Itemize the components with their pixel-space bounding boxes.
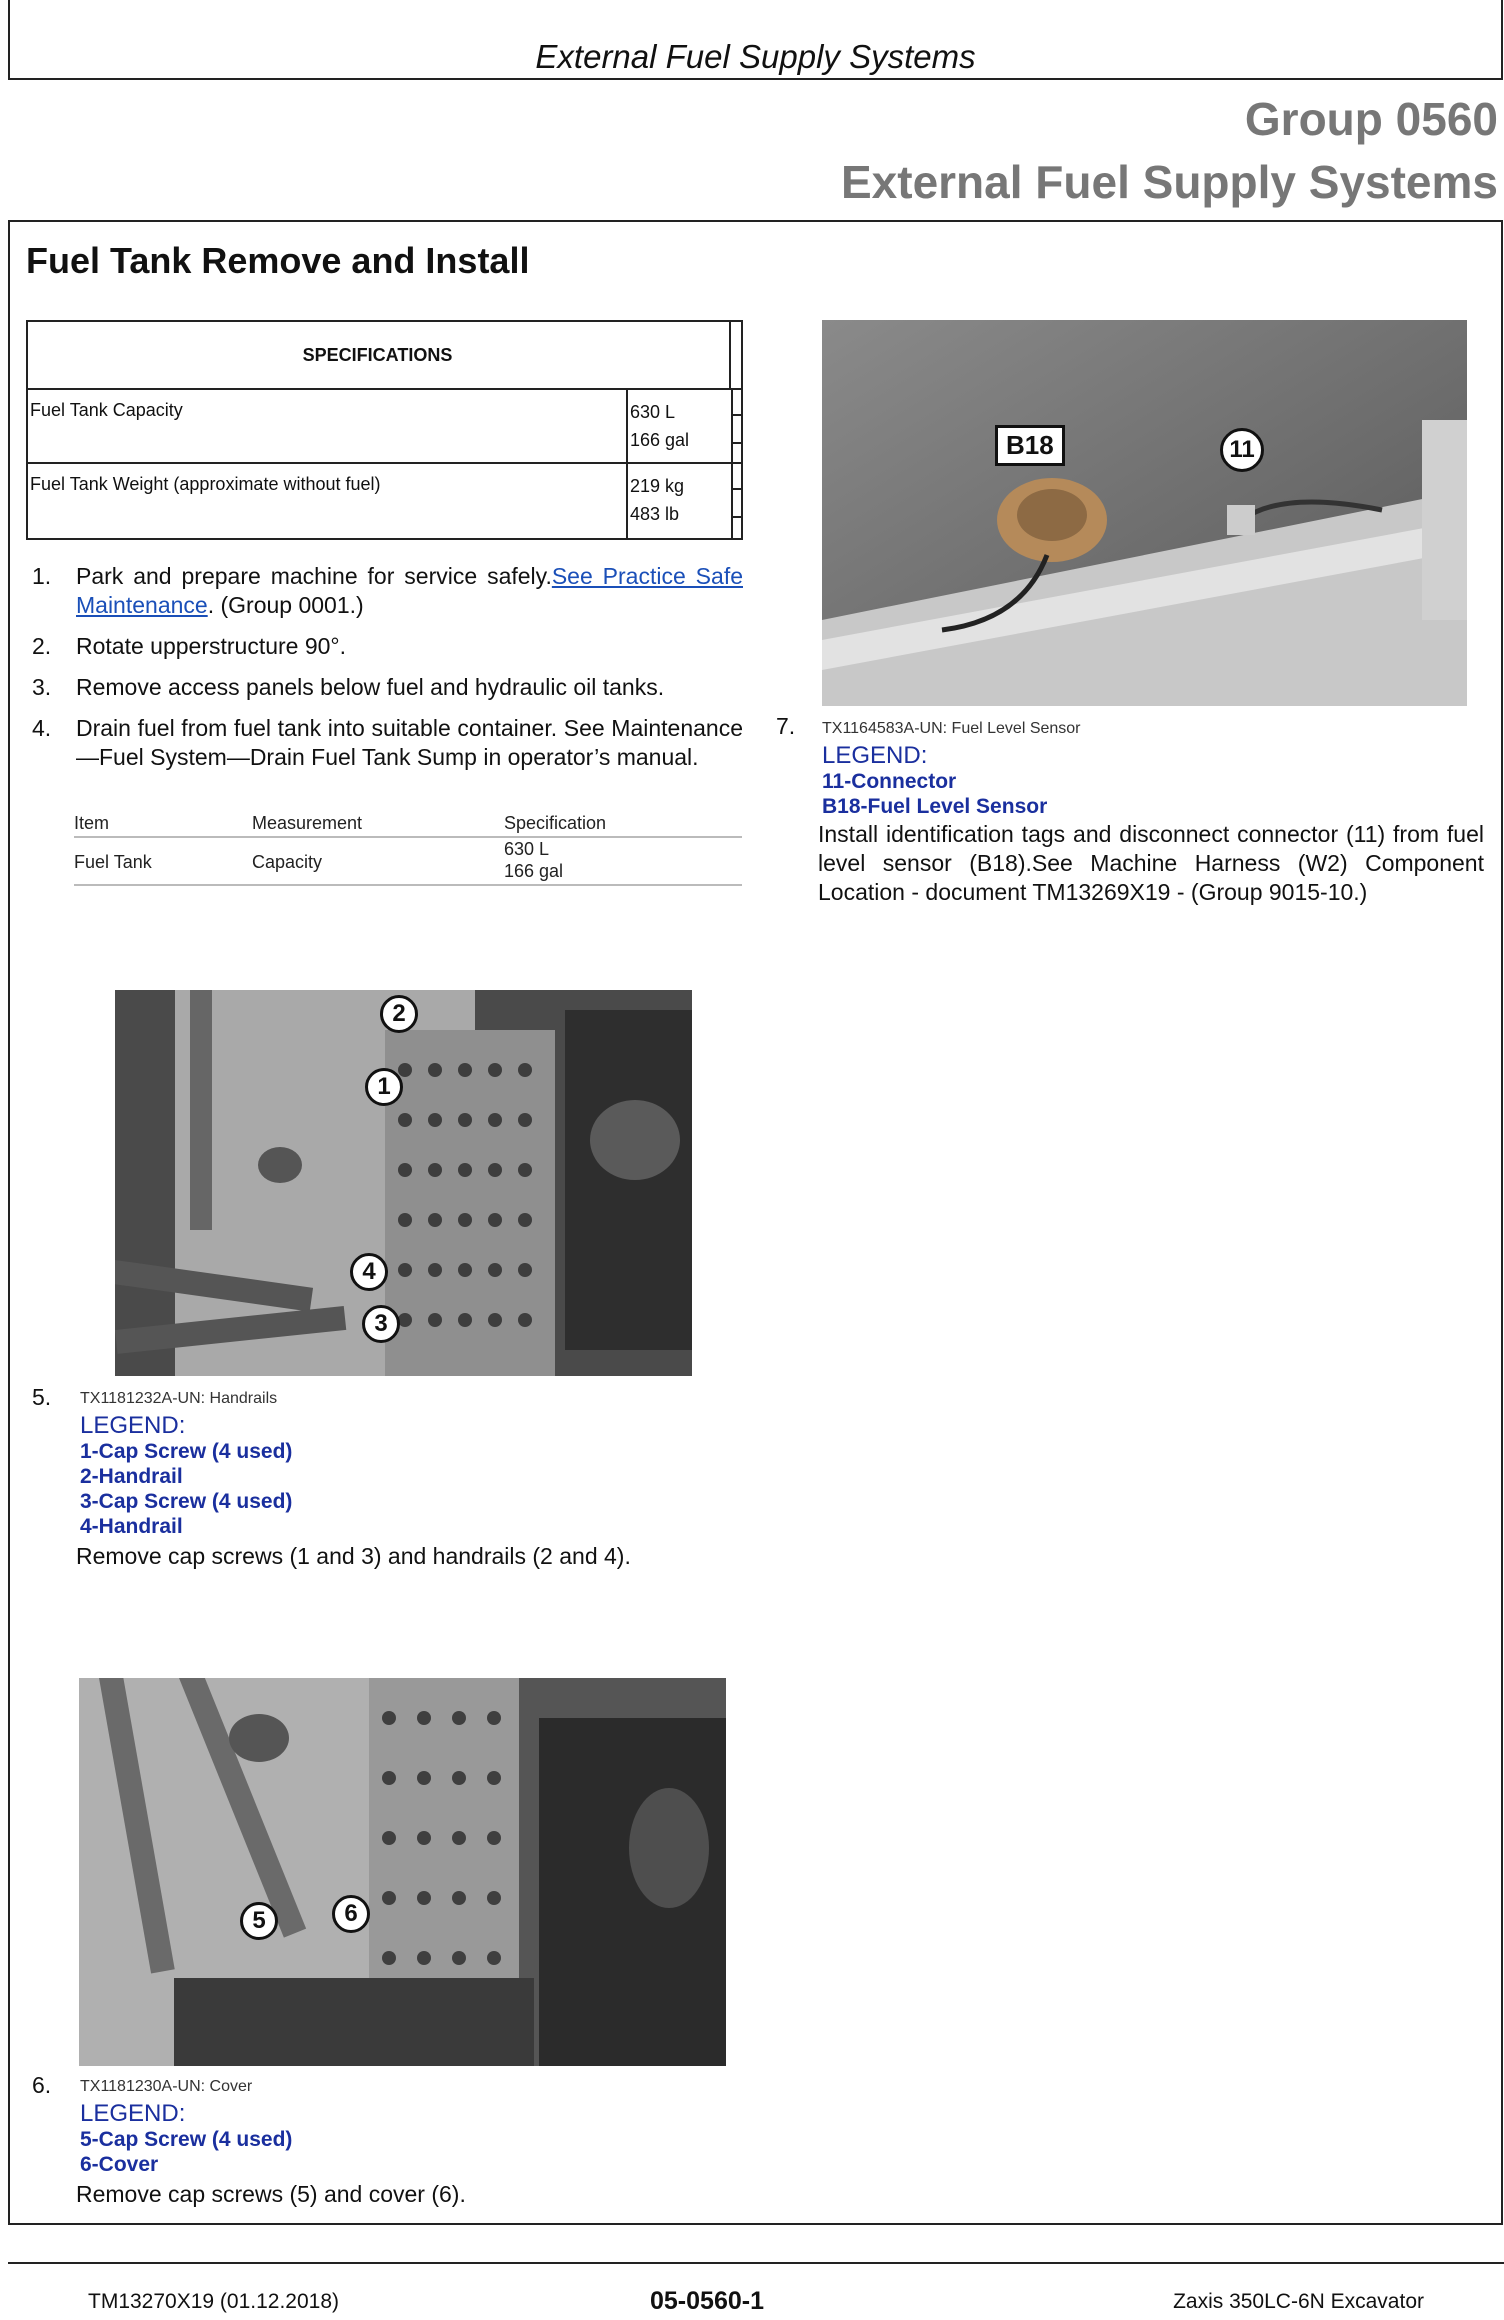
- step-text: Park and prepare machine for service safely.: [76, 563, 552, 589]
- running-title: External Fuel Supply Systems: [535, 38, 976, 75]
- column-header: Specification: [504, 813, 607, 833]
- legend-item: 11-Connector: [822, 770, 957, 793]
- step-text: Remove access panels below fuel and hydraulic oil tanks.: [76, 674, 665, 700]
- legend-item: 2-Handrail: [80, 1465, 183, 1488]
- callout-6: 6: [332, 1895, 370, 1933]
- spec-value-metric: 219 kg: [630, 476, 685, 496]
- legend-item: 6-Cover: [80, 2153, 159, 2176]
- spec-value-imperial: 166 gal: [630, 430, 690, 450]
- spec-label: Fuel Tank Weight (approximate without fuel): [28, 464, 628, 538]
- legend-item: 4-Handrail: [80, 1515, 183, 1538]
- cover-photo: [79, 1678, 726, 2066]
- spec-value-imperial: 483 lb: [630, 504, 680, 524]
- step-text: Drain fuel from fuel tank into suitable container. See Maintenance—Fuel System—Drain Fuel Tank Sump in operator’s manual.: [76, 715, 743, 770]
- figure-caption: TX1181232A-UN: Handrails: [80, 1390, 278, 1407]
- callout-4: 4: [350, 1253, 388, 1291]
- step-5-number: 5.: [32, 1384, 52, 1410]
- capacity-table: [74, 810, 742, 886]
- table-cell: [504, 838, 742, 884]
- table-cell: Capacity: [252, 852, 323, 872]
- callout-b18: B18: [995, 425, 1065, 466]
- step-7-text: Install identification tags and disconnect connector (11) from fuel level sensor (B18).See Machine Harness (W2) Component Location - document TM13269X19 - (Group 9015-10.): [818, 821, 1484, 905]
- spec-row: [28, 390, 741, 464]
- legend-heading: LEGEND:: [80, 1412, 186, 1439]
- figure-caption: TX1181230A-UN: Cover: [80, 2078, 253, 2095]
- group-number: Group 0560: [1244, 93, 1498, 145]
- spec-value: [628, 390, 733, 462]
- step-7-number: 7.: [776, 713, 796, 739]
- footer-document-id: TM13270X19 (01.12.2018): [88, 2290, 340, 2313]
- section-title: Fuel Tank Remove and Install: [26, 240, 530, 281]
- step-5-text: Remove cap screws (1 and 3) and handrails (2 and 4).: [76, 1543, 631, 1569]
- table-row: [74, 838, 742, 886]
- step-text: Rotate upperstructure 90°.: [76, 633, 347, 659]
- legend-heading: LEGEND:: [822, 742, 928, 769]
- step-number: 1.: [32, 563, 52, 589]
- step-number: 2.: [32, 633, 52, 659]
- step-3: [32, 673, 743, 702]
- figure-caption: TX1164583A-UN: Fuel Level Sensor: [822, 720, 1081, 737]
- legend-heading: LEGEND:: [80, 2100, 186, 2127]
- callout-1: 1: [365, 1068, 403, 1106]
- spec-imperial: 166 gal: [504, 861, 564, 881]
- footer-machine-name: Zaxis 350LC-6N Excavator: [1173, 2290, 1424, 2313]
- spec-row: [28, 464, 741, 538]
- legend-item: B18-Fuel Level Sensor: [822, 795, 1048, 818]
- table-cell: Fuel Tank: [74, 852, 152, 872]
- legend-item: 3-Cap Screw (4 used): [80, 1490, 293, 1513]
- handrails-photo: [115, 990, 692, 1376]
- step-number: 3.: [32, 674, 52, 700]
- practice-safe-maintenance-link[interactable]: See Practice Safe Maintenance: [76, 563, 743, 618]
- spec-value-metric: 630 L: [630, 402, 676, 422]
- header-box: [8, 0, 1503, 80]
- group-title: External Fuel Supply Systems: [840, 156, 1498, 208]
- specifications-heading: SPECIFICATIONS: [28, 322, 741, 390]
- spec-value: [628, 464, 733, 538]
- legend-item: 1-Cap Screw (4 used): [80, 1440, 293, 1463]
- column-header: Measurement: [252, 812, 363, 833]
- fuel-level-sensor-photo: [822, 320, 1467, 706]
- specifications-table: [26, 320, 743, 540]
- callout-3: 3: [362, 1305, 400, 1343]
- callout-2: 2: [380, 995, 418, 1033]
- footer-page-number: 05-0560-1: [650, 2287, 764, 2315]
- column-header: Item: [74, 812, 110, 833]
- footer-divider: [8, 2262, 1504, 2264]
- callout-11: 11: [1220, 428, 1264, 472]
- step-6-text: Remove cap screws (5) and cover (6).: [76, 2181, 466, 2207]
- step-number: 4.: [32, 715, 52, 741]
- legend-item: 5-Cap Screw (4 used): [80, 2128, 293, 2151]
- step-2: [32, 632, 743, 661]
- spec-metric: 630 L: [504, 839, 550, 859]
- step-1: [32, 562, 743, 620]
- table-header-row: [74, 810, 742, 838]
- spec-label: Fuel Tank Capacity: [28, 390, 628, 462]
- step-4: [32, 714, 743, 772]
- callout-5: 5: [240, 1902, 278, 1940]
- step-text-tail: . (Group 0001.): [207, 592, 364, 618]
- step-6-number: 6.: [32, 2072, 52, 2098]
